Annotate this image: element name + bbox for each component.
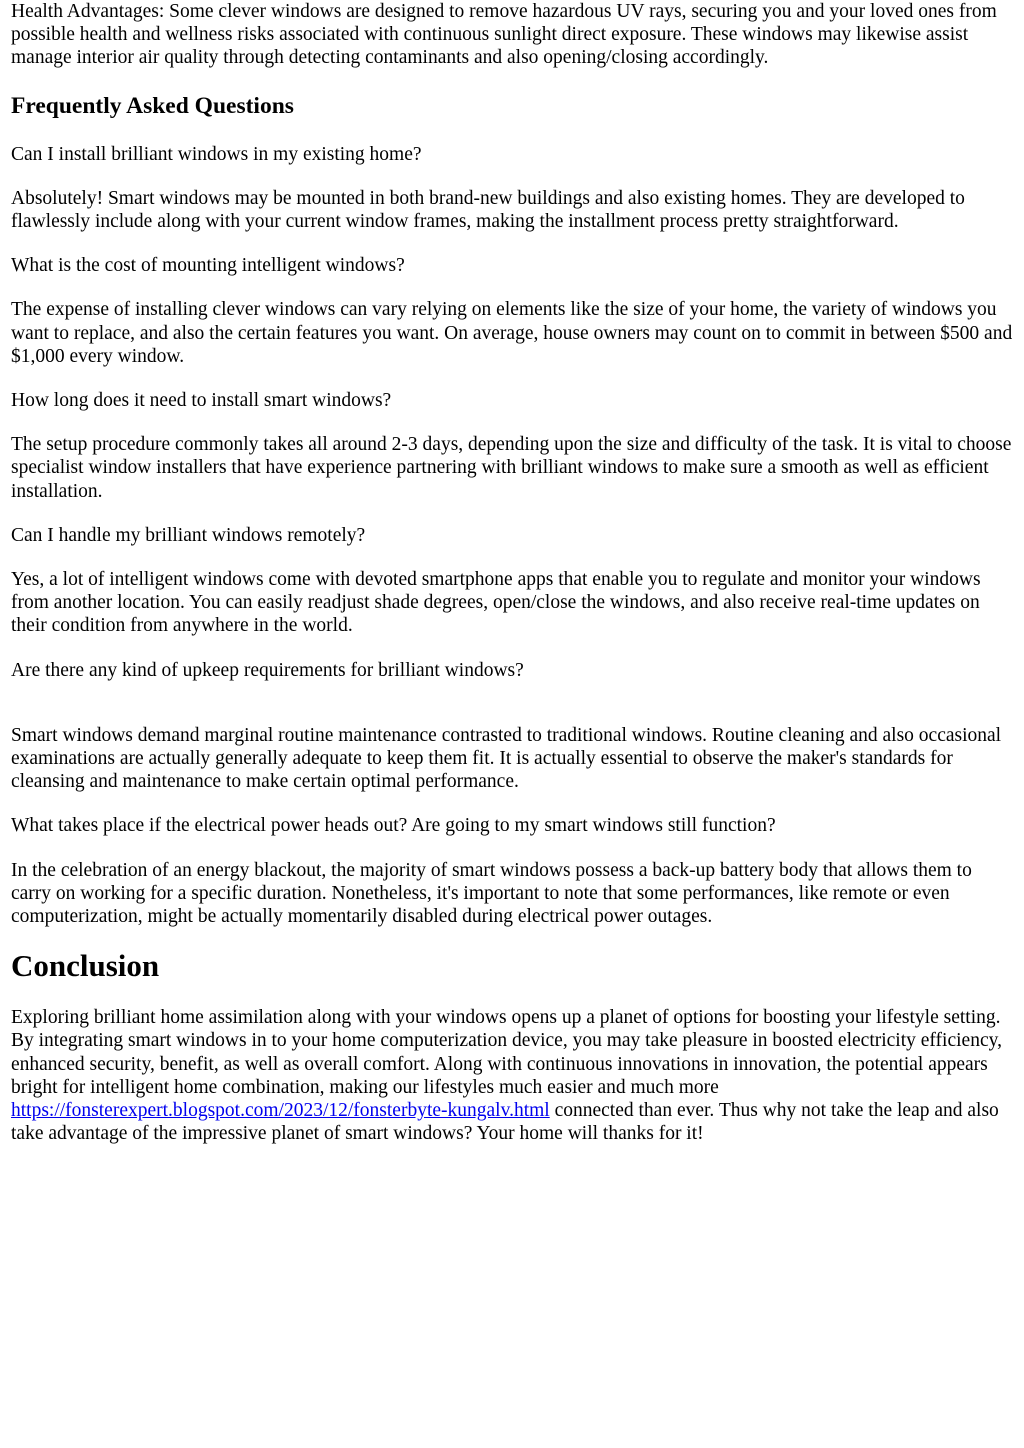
- health-advantages-paragraph: Health Advantages: Some clever windows are designed to remove hazardous UV rays, securing you and your loved ones from possible health and wellness risks associated with continuous sunlight direct exposure. These windows may likewise assist manage interior air quality through detecting contaminants and also opening/closing accordingly.: [11, 1, 997, 69]
- faq-answer: Smart windows demand marginal routine maintenance contrasted to traditional windows. Routine cleaning and also occasional examinations are actually generally adequate to keep them fit. It is actually essential to observe the maker's standards for cleansing and maintenance to make certain optimal performance.: [11, 724, 1002, 793]
- faq-answer: Yes, a lot of intelligent windows come with devoted smartphone apps that enable you to regulate and monitor your windows from another location. You can easily readjust shade degrees, open/close the windows, and also receive real-time updates on their condition from anywhere in the world.: [11, 569, 981, 637]
- faq-question: How long does it need to install smart windows?: [11, 390, 392, 412]
- faq-answer: The expense of installing clever windows can vary relying on elements like the size of your home, the variety of windows you want to replace, and also the certain features you want. On average, house owners may count on to commit in between $500 and $1,000 every window.: [11, 299, 1013, 367]
- faq-answer: Absolutely! Smart windows may be mounted in both brand-new buildings and also existing homes. They are developed to flawlessly include along with your current window frames, making the installment process pretty straightforward.: [11, 187, 965, 233]
- faq-question: Can I install brilliant windows in my existing home?: [11, 143, 422, 165]
- conclusion-text-end: connected than ever. Thus why not take the leap and also take advantage of the impressive planet of smart windows? Your home will thanks for it!: [11, 1100, 999, 1145]
- faq-answer: The setup procedure commonly takes all around 2-3 days, depending upon the size and difficulty of the task. It is vital to choose specialist window installers that have experience partnering with brilliant windows to make sure a smooth as well as efficient installation.: [11, 434, 1012, 502]
- conclusion-text-start: Exploring brilliant home assimilation along with your windows opens up a planet of options for boosting your lifestyle setting. By integrating smart windows in to your home computerization device, you may take pleasure in boosted electricity efficiency, enhanced security, benefit, as well as overall comfort. Along with continuous innovations in innovation, the potential appears bright for intelligent home combination, making our lifestyles much easier and much more: [11, 1007, 1002, 1098]
- faq-answer: In the celebration of an energy blackout, the majority of smart windows possess a back-up battery body that allows them to carry on working for a specific duration. Nonetheless, it's important to note that some performances, like remote or even computerization, might be actually momentarily disabled during electrical power outages.: [11, 859, 972, 928]
- conclusion-paragraph: [11, 1006, 1013, 1145]
- conclusion-heading: Conclusion: [11, 948, 160, 984]
- faq-question: What is the cost of mounting intelligent windows?: [11, 255, 405, 277]
- faq-question: Can I handle my brilliant windows remotely?: [11, 524, 366, 546]
- faq-question: What takes place if the electrical power heads out? Are going to my smart windows still function?: [11, 815, 776, 837]
- fonsterexpert-link[interactable]: https://fonsterexpert.blogspot.com/2023/12/fonsterbyte-kungalv.html: [11, 1100, 550, 1122]
- faq-heading: Frequently Asked Questions: [11, 92, 294, 119]
- faq-question: Are there any kind of upkeep requirements for brilliant windows?: [11, 659, 524, 681]
